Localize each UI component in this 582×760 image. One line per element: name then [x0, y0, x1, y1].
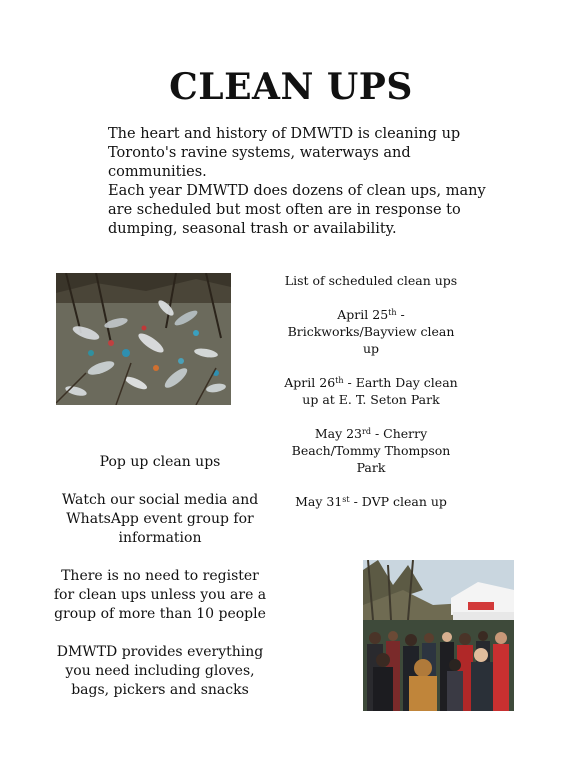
- event-date-suffix: st: [342, 495, 350, 504]
- event-item: [280, 493, 462, 510]
- page-title: CLEAN UPS: [169, 66, 413, 108]
- popup-social-info: Watch our social media and WhatsApp event group for information: [61, 492, 259, 546]
- litter-photo: [56, 273, 231, 405]
- intro-paragraph-1: The heart and history of DMWTD is cleaning up Toronto's ravine systems, waterways and communities.: [108, 126, 461, 180]
- intro-text: [108, 125, 488, 239]
- event-description: - Cherry Beach/Tommy Thompson Park: [291, 426, 451, 475]
- event-item: [280, 425, 462, 476]
- popup-cleanups-info: [50, 453, 270, 719]
- scheduled-cleanups-list: [280, 272, 462, 527]
- crowd-photo: [363, 560, 514, 711]
- event-date-suffix: th: [388, 308, 397, 317]
- event-date-suffix: th: [335, 376, 344, 385]
- event-description: - Earth Day clean up at E. T. Seton Park: [302, 375, 458, 407]
- popup-supplies-info: DMWTD provides everything you need including gloves, bags, pickers and snacks: [56, 644, 264, 698]
- event-item: [280, 306, 462, 357]
- event-date: April 26: [284, 375, 336, 390]
- event-description: - Brickworks/Bayview clean up: [287, 307, 455, 356]
- intro-paragraph-2: Each year DMWTD does dozens of clean ups, many are scheduled but most often are in response to dumping, seasonal trash or availability.: [108, 183, 486, 237]
- event-date-suffix: rd: [362, 427, 371, 436]
- event-date: April 25: [337, 307, 389, 322]
- event-item: [280, 374, 462, 408]
- schedule-heading: List of scheduled clean ups: [284, 273, 458, 288]
- event-description: - DVP clean up: [349, 494, 447, 509]
- popup-heading: Pop up clean ups: [99, 454, 221, 470]
- event-date: May 31: [295, 494, 343, 509]
- popup-registration-info: There is no need to register for clean ups unless you are a group of more than 10 people: [53, 568, 267, 622]
- event-date: May 23: [314, 426, 363, 441]
